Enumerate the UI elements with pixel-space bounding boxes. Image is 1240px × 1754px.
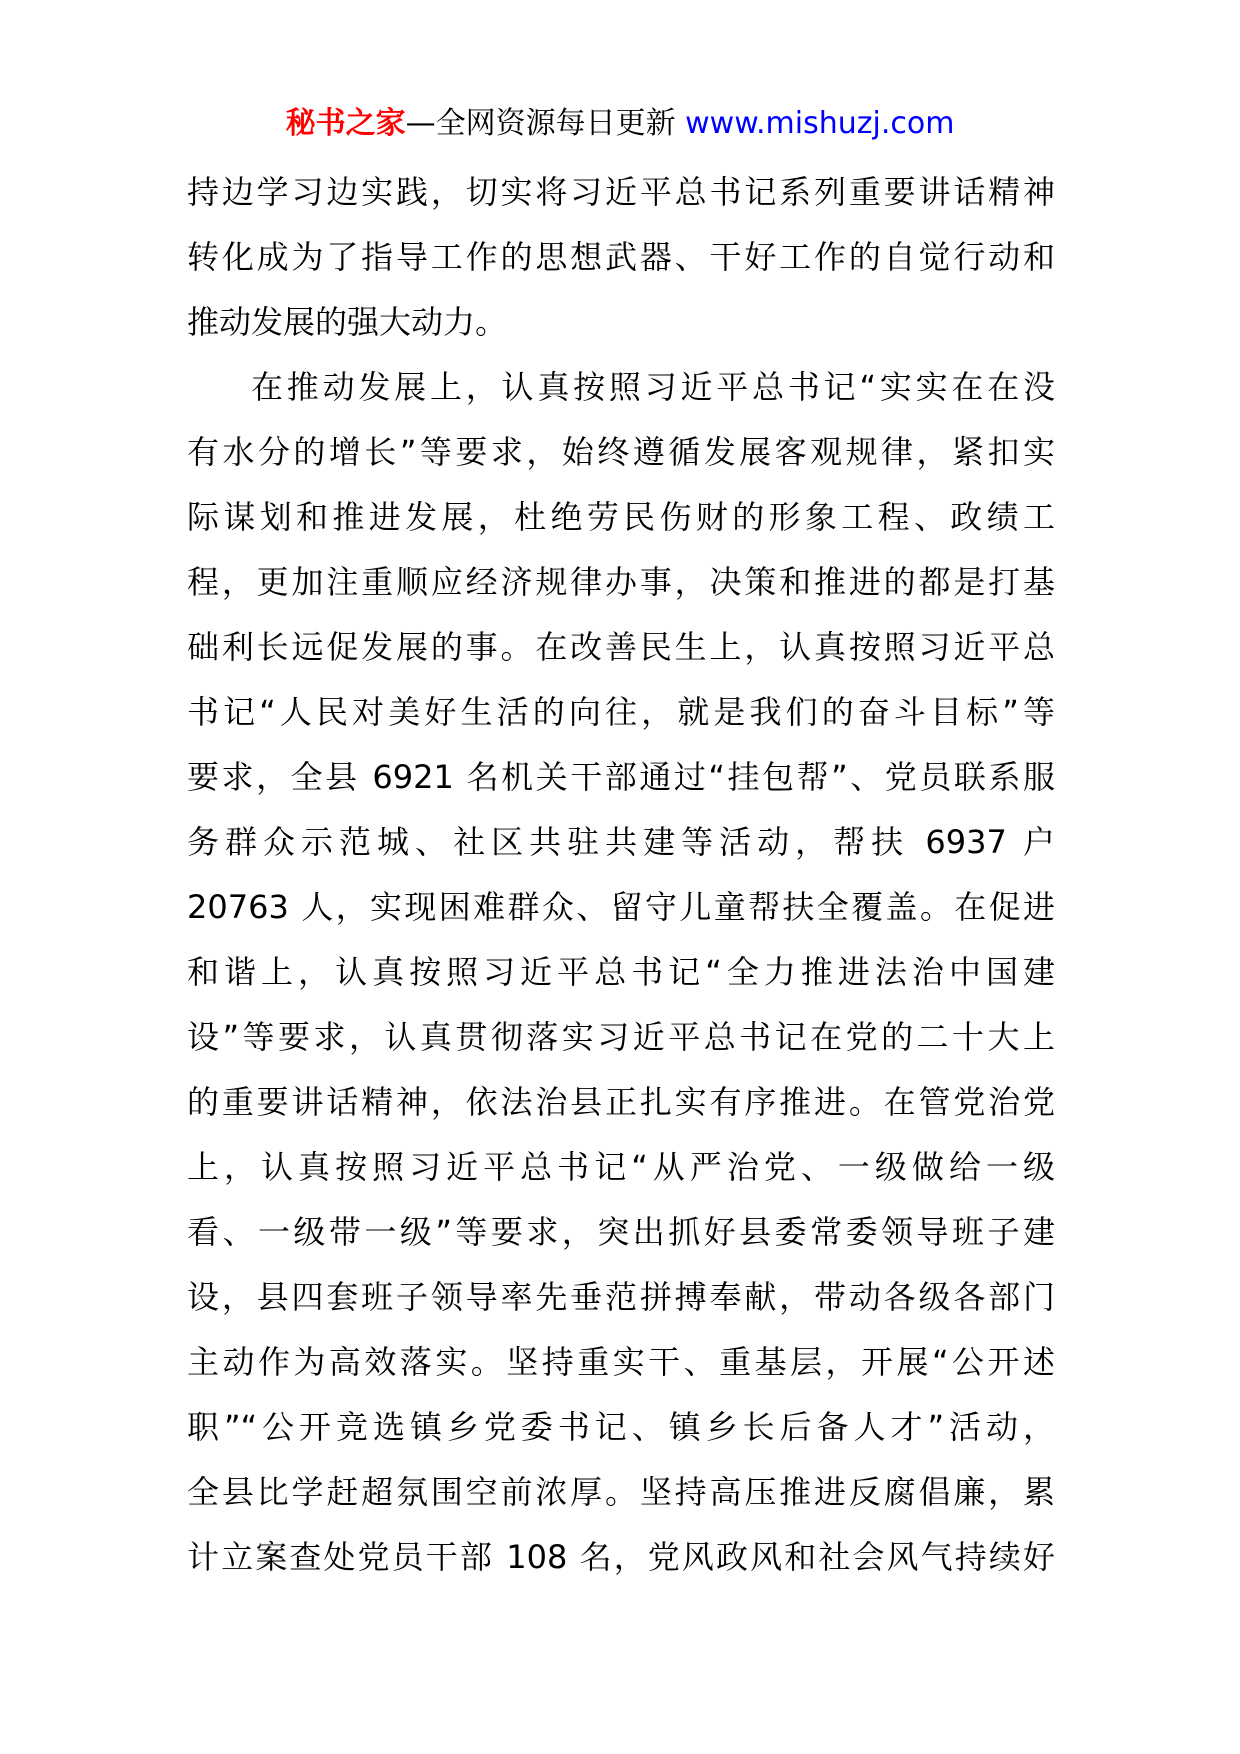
website-link[interactable]: www.mishuzj.com [685,106,955,141]
text-line: 要求，全县 6921 名机关干部通过“挂包帮”、党员联系服 [187,758,1055,796]
text-line: 20763 人，实现困难群众、留守儿童帮扶全覆盖。在促进 [187,888,1055,926]
page-header [0,100,1240,148]
text-line: 持边学习边实践，切实将习近平总书记系列重要讲话精神 [187,173,1055,211]
paragraph-start-line: 在推动发展上，认真按照习近平总书记“实实在在没 [251,368,1055,406]
brand-name: 秘书之家 [285,106,406,141]
text-line: 全县比学赶超氛围空前浓厚。坚持高压推进反腐倡廉，累 [187,1473,1055,1511]
header-tagline: —全网资源每日更新 [405,106,676,141]
text-line: 书记“人民对美好生活的向往，就是我们的奋斗目标”等 [187,693,1055,731]
text-line: 和谐上，认真按照习近平总书记“全力推进法治中国建 [187,953,1055,991]
text-line: 的重要讲话精神，依法治县正扎实有序推进。在管党治党 [187,1083,1055,1121]
text-line: 设，县四套班子领导率先垂范拼搏奉献，带动各级各部门 [187,1278,1055,1316]
text-line: 际谋划和推进发展，杜绝劳民伤财的形象工程、政绩工 [187,498,1055,536]
text-line: 计立案查处党员干部 108 名，党风政风和社会风气持续好 [187,1538,1055,1576]
text-line: 主动作为高效落实。坚持重实干、重基层，开展“公开述 [187,1343,1055,1381]
text-line: 上，认真按照习近平总书记“从严治党、一级做给一级 [187,1148,1055,1186]
text-line: 职”“公开竞选镇乡党委书记、镇乡长后备人才”活动， [187,1408,1055,1446]
text-line: 推动发展的强大动力。 [187,303,508,341]
text-line: 看、一级带一级”等要求，突出抓好县委常委领导班子建 [187,1213,1055,1251]
body-text [187,160,1055,1590]
text-line: 转化成为了指导工作的思想武器、干好工作的自觉行动和 [187,238,1055,276]
text-line: 有水分的增长”等要求，始终遵循发展客观规律，紧扣实 [187,433,1055,471]
text-line: 务群众示范城、社区共驻共建等活动，帮扶 6937 户 [187,823,1055,861]
text-line: 设”等要求，认真贯彻落实习近平总书记在党的二十大上 [187,1018,1055,1056]
text-line: 础利长远促发展的事。在改善民生上，认真按照习近平总 [187,628,1055,666]
text-line: 程，更加注重顺应经济规律办事，决策和推进的都是打基 [187,563,1055,601]
